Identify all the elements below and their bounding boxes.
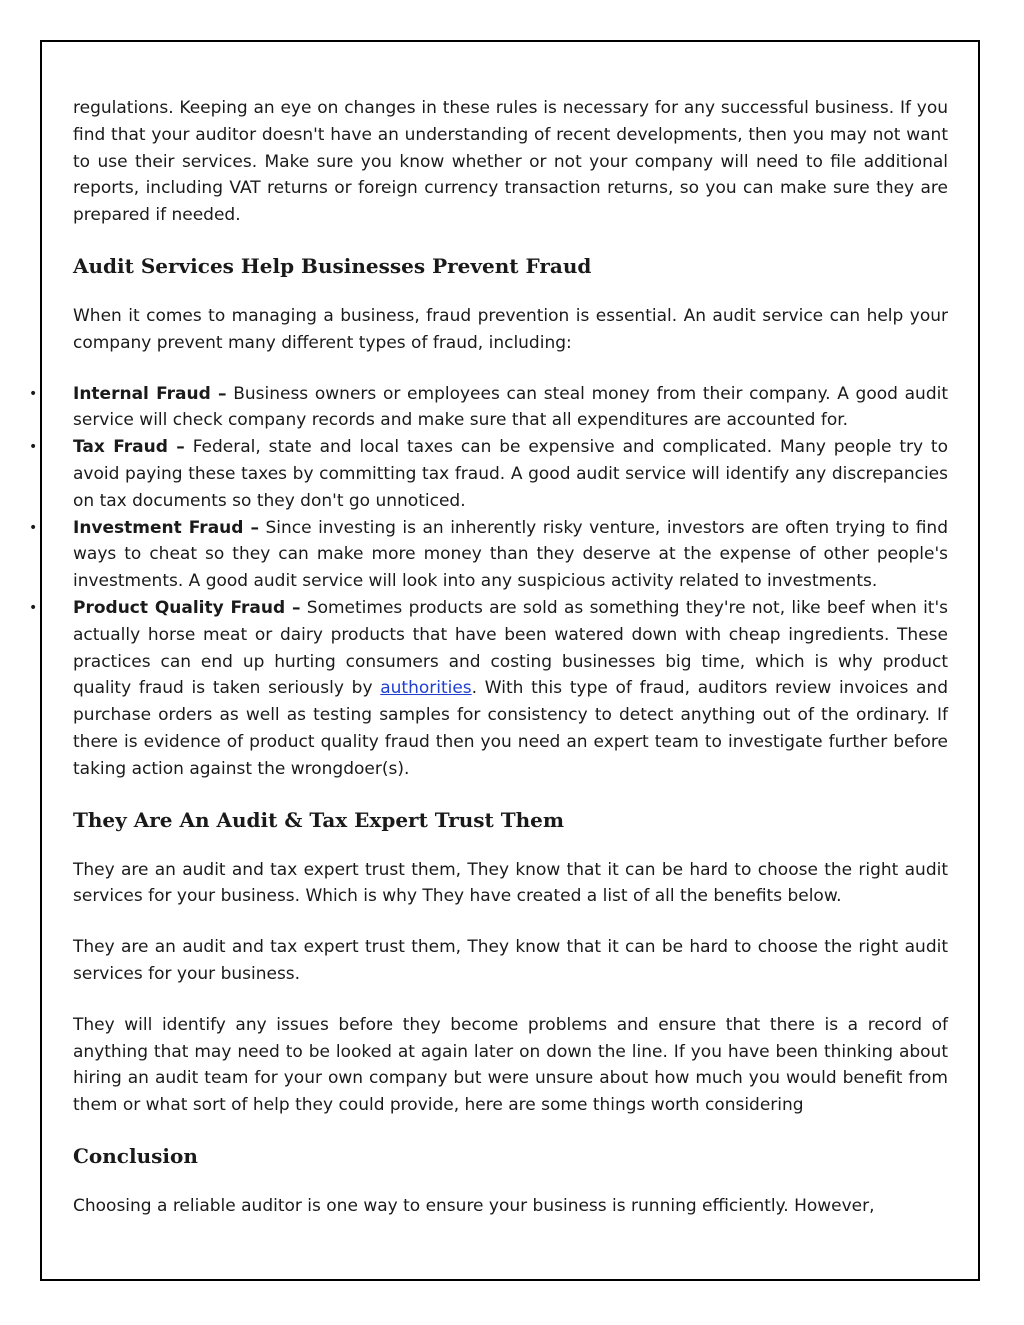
document-body [29, 95, 949, 1220]
list-item-text: Federal, state and local taxes can be expensive and complicated. Many people try to avoid paying these taxes by committing tax fraud. A good audit service will identify any discrepancies on tax documents so they don't go unnoticed. [73, 437, 948, 511]
list-item [29, 595, 949, 783]
authorities-link[interactable]: authorities [380, 678, 472, 699]
bullet-icon: • [29, 599, 38, 616]
fraud-types-list [29, 381, 949, 783]
list-item-term: Tax Fraud – [73, 437, 185, 458]
list-item-term: Product Quality Fraud – [73, 597, 301, 618]
heading-audit-tax-expert: They Are An Audit & Tax Expert Trust Them [73, 807, 565, 832]
list-item [29, 434, 948, 514]
bullet-icon: • [29, 385, 38, 402]
heading-conclusion: Conclusion [73, 1143, 198, 1168]
expert-paragraph: They will identify any issues before they become problems and ensure that there is a record of anything that may need to be looked at again later on down the line. If you have been thinking about hiring an audit team for your own company but were unsure about how much you would benefit from them or what sort of help they could provide, here are some things worth considering [73, 1014, 948, 1116]
list-item-term: Investment Fraud – [73, 517, 259, 538]
list-item-text: Business owners or employees can steal money from their company. A good audit service will check company records and make sure that all expenditures are accounted for. [73, 383, 949, 431]
list-item [29, 381, 949, 435]
expert-paragraph: They are an audit and tax expert trust them, They know that it can be hard to choose the right audit services for your business. Which is why They have created a list of all the benefits below. [73, 859, 948, 907]
list-item-text: Sometimes products are sold as something they're not, like beef when it's actually horse meat or dairy products that have been watered down with cheap ingredients. These practices can end up hurting consumers and costing businesses big time, which is why product quality fraud is taken seriously by [73, 597, 949, 699]
list-item-text: . With this type of fraud, auditors review invoices and purchase orders as well as testing samples for consistency to detect anything out of the ordinary. If there is evidence of product quality fraud then you need an expert team to investigate further before taking action against the wrongdoer(s). [73, 678, 948, 779]
list-item [29, 515, 948, 595]
intro-paragraph: regulations. Keeping an eye on changes in these rules is necessary for any successful business. If you find that your auditor doesn't have an understanding of recent developments, then you may not want to use their services. Make sure you know whether or not your company will need to file additional reports, including VAT returns or foreign currency transaction returns, so you can make sure they are prepared if needed. [73, 98, 948, 226]
list-item-term: Internal Fraud – [73, 383, 227, 404]
heading-prevent-fraud: Audit Services Help Businesses Prevent Fraud [73, 253, 592, 278]
bullet-icon: • [29, 519, 38, 536]
list-item-text: Since investing is an inherently risky venture, investors are often trying to find ways to cheat so they can make more money than they deserve at the expense of other people's investments. A good audit service will look into any suspicious activity related to investments. [73, 517, 948, 592]
fraud-lead-paragraph: When it comes to managing a business, fraud prevention is essential. An audit service can help your company prevent many different types of fraud, including: [73, 305, 948, 353]
conclusion-paragraph: Choosing a reliable auditor is one way to ensure your business is running efficiently. However, [73, 1195, 875, 1216]
bullet-icon: • [29, 439, 38, 456]
expert-paragraph: They are an audit and tax expert trust them, They know that it can be hard to choose the right audit services for your business. [73, 937, 948, 984]
